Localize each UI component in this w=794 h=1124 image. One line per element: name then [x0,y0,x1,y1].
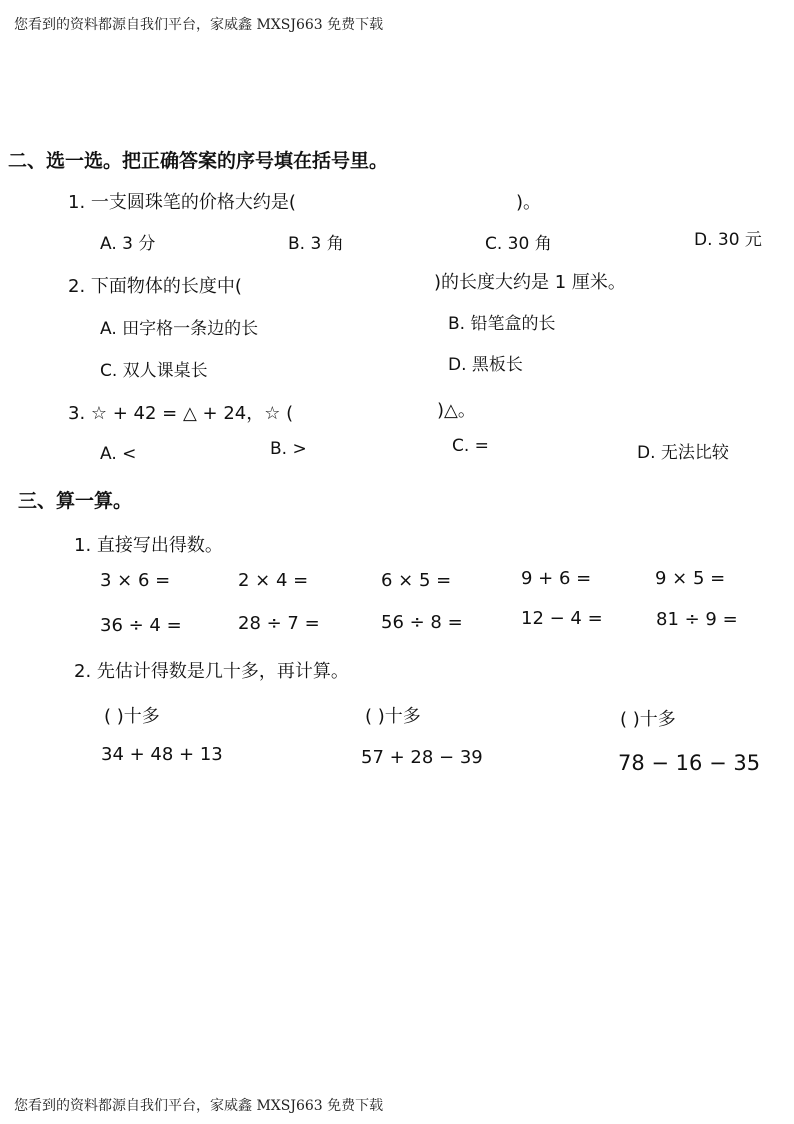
section-2-title: 二、选一选。把正确答案的序号填在括号里。 [8,150,389,172]
expression: 57 + 28 − 39 [361,747,483,768]
q3-stem-end: )△。 [437,400,476,421]
expression: 78 − 16 − 35 [618,751,761,775]
q1-option-b: B. 3 角 [288,234,344,254]
calc-item: 36 ÷ 4 = [100,615,182,636]
s3-q1-stem: 1. 直接写出得数。 [74,535,223,556]
watermark-bottom: 您看到的资料都源自我们平台，家威鑫 MXSJ663 免费下载 [14,1098,384,1114]
calc-item: 12 − 4 = [521,608,603,629]
q3-option-c: C. = [452,436,489,456]
q1-option-a: A. 3 分 [100,234,156,254]
q3-option-b: B. > [270,439,307,459]
estimate-blank: ( )十多 [620,709,676,730]
calc-item: 56 ÷ 8 = [381,612,463,633]
calc-item: 2 × 4 = [238,570,309,591]
calc-item: 3 × 6 = [100,570,171,591]
calc-item: 6 × 5 = [381,570,452,591]
calc-item: 81 ÷ 9 = [656,609,738,630]
section-3-title: 三、算一算。 [18,490,133,512]
q2-option-c: C. 双人课桌长 [100,361,208,381]
watermark-top: 您看到的资料都源自我们平台，家威鑫 MXSJ663 免费下载 [14,17,384,33]
q1-option-d: D. 30 元 [694,230,762,250]
calc-item: 28 ÷ 7 = [238,613,320,634]
q1-stem-start: 1. 一支圆珠笔的价格大约是( [68,192,296,213]
q2-stem-start: 2. 下面物体的长度中( [68,276,242,297]
q2-option-a: A. 田字格一条边的长 [100,319,259,339]
expression: 34 + 48 + 13 [101,744,223,765]
calc-item: 9 × 5 = [655,568,726,589]
calc-item: 9 + 6 = [521,568,592,589]
s3-q2-stem: 2. 先估计得数是几十多，再计算。 [74,661,349,682]
estimate-blank: ( )十多 [104,706,160,727]
q1-option-c: C. 30 角 [485,234,552,254]
q2-option-d: D. 黑板长 [448,355,523,375]
q3-stem-start: 3. ☆ + 42 = △ + 24，☆ ( [68,403,294,424]
q3-option-d: D. 无法比较 [637,443,729,463]
q1-stem-end: )。 [516,192,542,213]
q2-option-b: B. 铅笔盒的长 [448,314,556,334]
estimate-blank: ( )十多 [365,706,421,727]
q2-stem-end: )的长度大约是 1 厘米。 [434,272,626,293]
q3-option-a: A. < [100,444,137,464]
